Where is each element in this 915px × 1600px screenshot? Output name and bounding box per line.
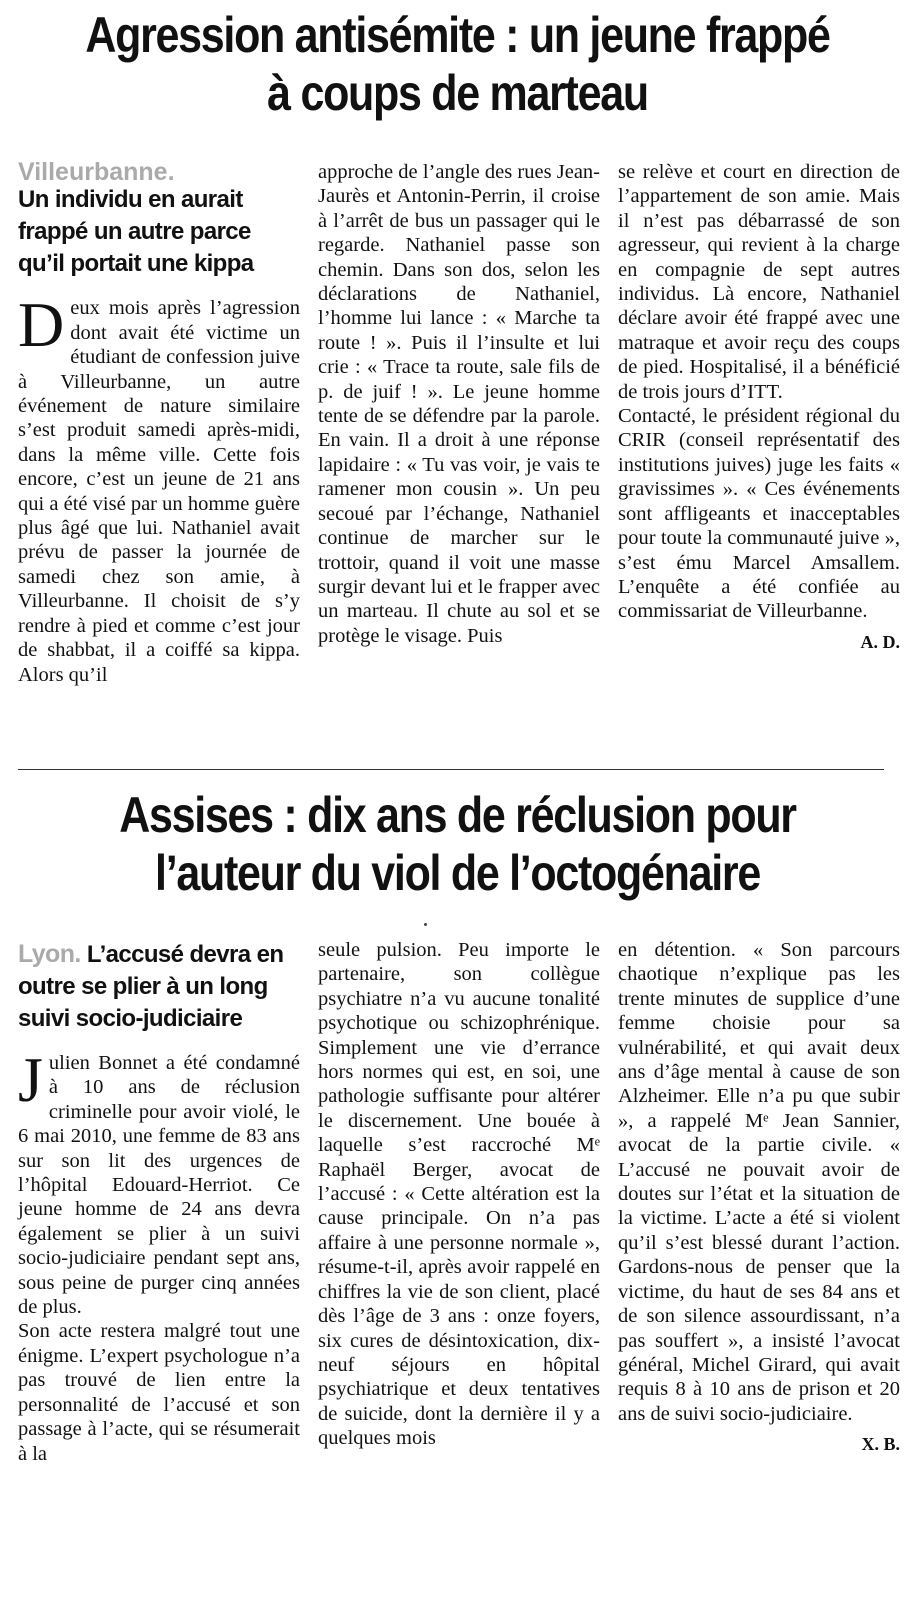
article-2-kicker-block (18, 938, 300, 1035)
headline-article-1 (64, 6, 851, 122)
article-2-location: Lyon. (18, 940, 81, 968)
article-antisemitic-assault (0, 6, 915, 122)
article-1-col1-text: eux mois après l’agression dont avait été victime un étudiant de confession juive à Villeurbanne, un autre événement de nature similaire s’est produit samedi après-midi, dans la même ville. Cette fois encore, c’est un jeune de 21 ans qui a été visé par un homme guère plus âgé que lui. Nathaniel avait prévu de passer la journée de samedi chez son amie, à Villeurbanne. Il choisit de s’y rendre à pied et comme c’est jour de shabbat, il a coiffé sa kippa. Alors qu’il (18, 297, 300, 686)
article-1-col2-text: approche de l’angle des rues Jean-Jaurès et Antonin-Perrin, il croise à l’arrêt de bus un passager qui le regarde. Nathaniel passe son chemin. Dans son dos, selon les déclarations de Nathaniel, l’homme lui lance : « Marche ta route ! ». Puis il l’insulte et lui crie : « Trace ta route, sale fils de p. de juif ! ». Le jeune homme tente de se défendre par la parole. En vain. Il a droit à une réponse lapidaire : « Tu vas voir, je vais te ramener mon cousin ». Un peu secoué par l’échange, Nathaniel continue de marcher sur le trottoir, quand il voit une masse surgir devant lui et le frapper avec un marteau. Il chute au sol et se protège le visage. Puis (318, 161, 600, 647)
article-1-col3-para1: se relève et court en direction de l’appartement de son amie. Mais il n’est pas débarrassé de son agresseur, qui revient à la charge en compagnie de sept autres individus. Là encore, Nathaniel déclare avoir été frappé avec une matraque et avoir reçu des coups de pied. Hospitalisé, il a bénéficié de trois jours d’ITT. (618, 161, 900, 403)
headline-article-2 (64, 786, 851, 902)
article-2-col1-para1: ulien Bonnet a été condamné à 10 ans de réclusion criminelle pour avoir violé, le 6 mai 2010, une femme de 83 ans sur son lit des urgences de l’hôpital Edouard-Herriot. Ce jeune homme de 24 ans devra également se plier à un suivi socio-judiciaire pendant sept ans, sous peine de purger cinq années de plus. (18, 1052, 300, 1319)
headline-1-line-1: Agression antisémite : un jeune frappé (85, 7, 830, 63)
article-2-column-2 (318, 938, 600, 1451)
article-1-dropcap: D (18, 289, 65, 361)
headline-2-line-2: l’auteur du viol de l’octogénaire (155, 845, 760, 901)
decorative-dot (424, 923, 427, 926)
article-assizes-verdict (0, 786, 915, 902)
article-2-dropcap: J (18, 1044, 43, 1115)
article-1-column-3 (618, 160, 900, 654)
article-2-signature: X. B. (861, 1434, 900, 1455)
article-2-col1-para2: Son acte restera malgré tout une énigme. L’expert psychologue n’a pas trouvé de lien entre la personnalité de l’accusé et son passage à l’acte, qui se résumerait à la (18, 1320, 300, 1465)
article-2-col2-text: seule pulsion. Peu importe le partenaire, son collègue psychiatre n’a vu aucune tonalité psychotique ou schizophrénique. Simplement une vie d’errance hors normes qui est, en soi, une pathologie suffisante pour altérer le discernement. Une bouée à laquelle s’est raccroché Mᵉ Raphaël Berger, avocat de l’accusé : « Cette altération est la cause principale. On n’a pas affaire à une personne normale », résume-t-il, après avoir rappelé en chiffres la vie de son client, placé dès l’âge de 3 ans : onze foyers, six cures de désintoxication, dix-neuf séjours en hôpital psychiatrique et deux tentatives de suicide, dont la dernière il y a quelques mois (318, 939, 600, 1450)
article-1-kicker: Un individu en aurait frappé un autre parce qu’il portait une kippa (18, 186, 254, 278)
article-1-col3-para2: Contacté, le président régional du CRIR (conseil représentatif des institutions juives) juge les faits « gravissimes ». « Ces événements sont affligeants et inacceptables pour toute la communauté juive », s’est ému Marcel Amsallem. L’enquête a été confiée au commissariat de Villeurbanne. (618, 405, 900, 623)
article-2-kicker: L’accusé devra en outre se plier à un long suivi socio-judiciaire (18, 941, 284, 1032)
article-divider (18, 769, 884, 770)
headline-2-line-1: Assises : dix ans de réclusion pour (119, 787, 796, 843)
headline-1-line-2: à coups de marteau (267, 65, 648, 121)
article-1-signature: A. D. (860, 631, 900, 652)
article-1-column-1 (18, 160, 300, 687)
article-1-column-2 (318, 160, 600, 648)
article-2-col3-text: en détention. « Son parcours chaotique n’explique pas les trente minutes de supplice d’une femme choisie pour sa vulnérabilité, et qui avait deux ans d’âge mental à cause de son Alzheimer. Elle n’a pu que subir », a rappelé Mᵉ Jean Sannier, avocat de la partie civile. « L’accusé ne pouvait avoir de doutes sur l’état et la situation de la victime. L’acte a été si violent qu’il s’est blessé durant l’action. Gardons-nous de penser que la victime, du haut de ses 84 ans et de son silence assourdissant, n’a pas souffert », a insisté l’avocat général, Michel Girard, qui avait requis 8 à 10 ans de prison et 20 ans de suivi socio-judiciaire. (618, 939, 900, 1425)
article-1-location: Villeurbanne. (18, 158, 175, 186)
article-2-column-3 (618, 938, 900, 1457)
article-2-column-1 (18, 938, 300, 1466)
